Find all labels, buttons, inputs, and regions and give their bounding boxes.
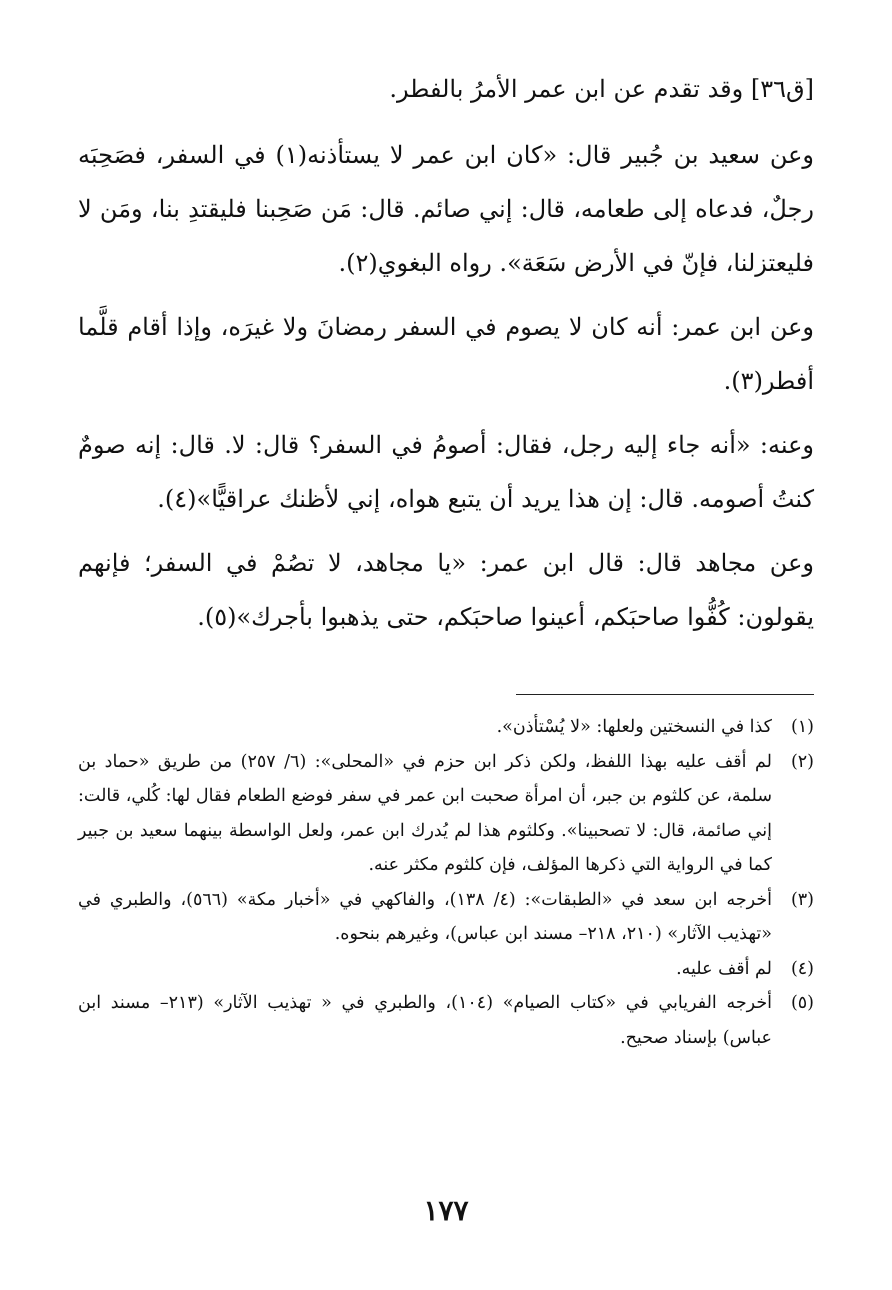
footnote-number: (٤) bbox=[790, 958, 814, 979]
footnotes bbox=[78, 710, 814, 1055]
book-page bbox=[78, 62, 814, 1262]
footnote-number: (٣) bbox=[790, 889, 814, 910]
footnote-divider bbox=[516, 694, 814, 695]
paragraph: وعنه: «أنه جاء إليه رجل، فقال: أصومُ في السفر؟ قال: لا. قال: إنه صومٌ كنتُ أصومه. قال: إن هذا يريد أن يتبع هواه، إني لأظنك عراقيًّا»(٤). bbox=[78, 431, 814, 513]
paragraph: وعن مجاهد قال: قال ابن عمر: «يا مجاهد، لا تصُمْ في السفر؛ فإنهم يقولون: كُفُّوا صاحبَكم، أعينوا صاحبَكم، حتى يذهبوا بأجرك»(٥). bbox=[78, 549, 814, 631]
paragraph: [ق٣٦] وقد تقدم عن ابن عمر الأمرُ بالفطر. bbox=[389, 75, 814, 103]
page-number: ١٧٧ bbox=[423, 1194, 469, 1227]
footnote bbox=[78, 986, 814, 1055]
footnote-text: لم أقف عليه. bbox=[676, 958, 772, 979]
footnote-text: أخرجه ابن سعد في «الطبقات»: (٤/ ١٣٨)، والفاكهي في «أخبار مكة» (٥٦٦)، والطبري في «تهذيب الآثار» (٢١٠، ٢١٨– مسند ابن عباس)، وغيرهم بنحوه. bbox=[78, 889, 773, 944]
footnote-number: (٢) bbox=[790, 751, 814, 772]
footnote bbox=[78, 710, 814, 745]
footnote bbox=[78, 745, 814, 883]
footnote bbox=[78, 952, 814, 987]
footnote-text: لم أقف عليه بهذا اللفظ، ولكن ذكر ابن حزم في «المحلى»: (٦/ ٢٥٧) من طريق «حماد بن سلمة، عن كلثوم بن جبر، أن امرأة صحبت ابن عمر في سفر فوضع الطعام فقال لها: كُلي، قالت: إني صائمة، قال: لا تصحبينا». وكلثوم هذا لم يُدرك ابن عمر، ولعل الواسطة بينهما سعيد بن جبير كما في الرواية التي ذكرها المؤلف، فإن كلثوم مكثر عنه. bbox=[78, 751, 772, 875]
footnote-number: (٥) bbox=[790, 993, 814, 1013]
footnote-text: كذا في النسختين ولعلها: «لا يُسْتأذن». bbox=[496, 717, 772, 737]
main-text bbox=[78, 62, 814, 644]
paragraph: وعن سعيد بن جُبير قال: «كان ابن عمر لا يستأذنه(١) في السفر، فصَحِبَه رجلٌ، فدعاه إلى طعامه، قال: إني صائم. قال: مَن صَحِبنا فليقتدِ بنا، ومَن لا فليعتزلنا، فإنّ في الأرض سَعَة». رواه البغوي(٢). bbox=[78, 141, 814, 277]
footnote bbox=[78, 883, 814, 952]
paragraph: وعن ابن عمر: أنه كان لا يصوم في السفر رمضانَ ولا غيرَه، وإذا أقام قلَّما أفطر(٣). bbox=[78, 313, 815, 395]
footnote-text: أخرجه الفريابي في «كتاب الصيام» (١٠٤)، والطبري في « تهذيب الآثار» (٢١٣– مسند ابن عباس) بإسناد صحيح. bbox=[78, 993, 772, 1048]
footnote-number: (١) bbox=[790, 717, 814, 737]
